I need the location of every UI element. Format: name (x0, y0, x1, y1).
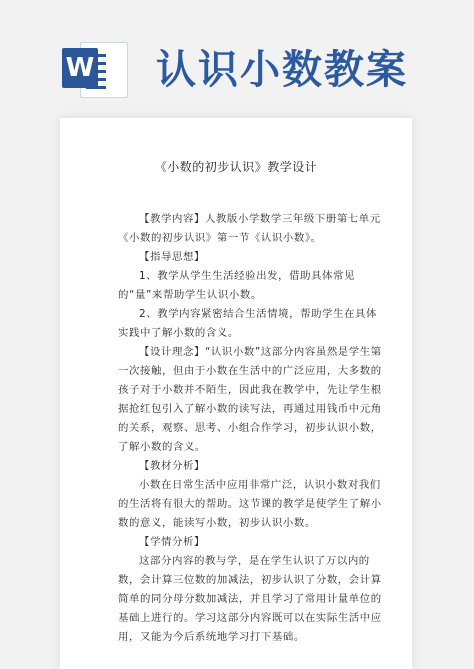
paragraph-guiding-point-1: 1、教学从学生生活经验出发，借助具体常见的“量”来帮助学生认识小数。 (118, 270, 356, 301)
heading-guiding-thought: 【指导思想】 (139, 251, 205, 263)
paragraph-design-concept: 【设计理念】“认识小数”这部分内容虽然是学生第一次接触，但由于小数在生活中的广泛应用，大多数的孩子对于小数并不陌生，因此我在教学中，先让学生根据抢红包引入了解小数的读写法，再通过用钱币中元角的关系，观察、思考、小组合作学习，初步认识小数，了解小数的含义。 (118, 346, 382, 453)
paragraph-teaching-content: 【教学内容】人教版小学数学三年级下册第七单元《小数的初步认识》第一节《认识小数》。 (118, 213, 381, 244)
banner-title: 认识小数教案 (156, 47, 408, 93)
paragraph-guiding-point-2: 2、教学内容紧密结合生活情境，帮助学生在具体实践中了解小数的含义。 (118, 308, 378, 339)
heading-student-analysis: 【学情分析】 (139, 536, 205, 548)
document-banner (0, 0, 474, 118)
heading-textbook-analysis: 【教材分析】 (139, 460, 205, 472)
word-icon-letter: W (62, 48, 98, 88)
document-title: 《小数的初步认识》教学设计 (154, 160, 318, 174)
document-page (60, 118, 412, 669)
paragraph-textbook-analysis: 小数在日常生活中应用非常广泛，认识小数对我们的生活将有很大的帮助。这节课的教学是使学生了解小数的意义，能读写小数，初步认识小数。 (118, 479, 382, 529)
word-document-icon (62, 40, 128, 98)
document-body (118, 210, 384, 647)
paragraph-student-analysis: 这部分内容的教与学，是在学生认识了万以内的数，会计算三位数的加减法，初步认识了分数，会计算简单的同分母分数加减法，并且学习了常用计量单位的基础上进行的。学习这部分内容既可以在实际生活中应用，又能为今后系统地学习打下基础。 (118, 555, 382, 643)
